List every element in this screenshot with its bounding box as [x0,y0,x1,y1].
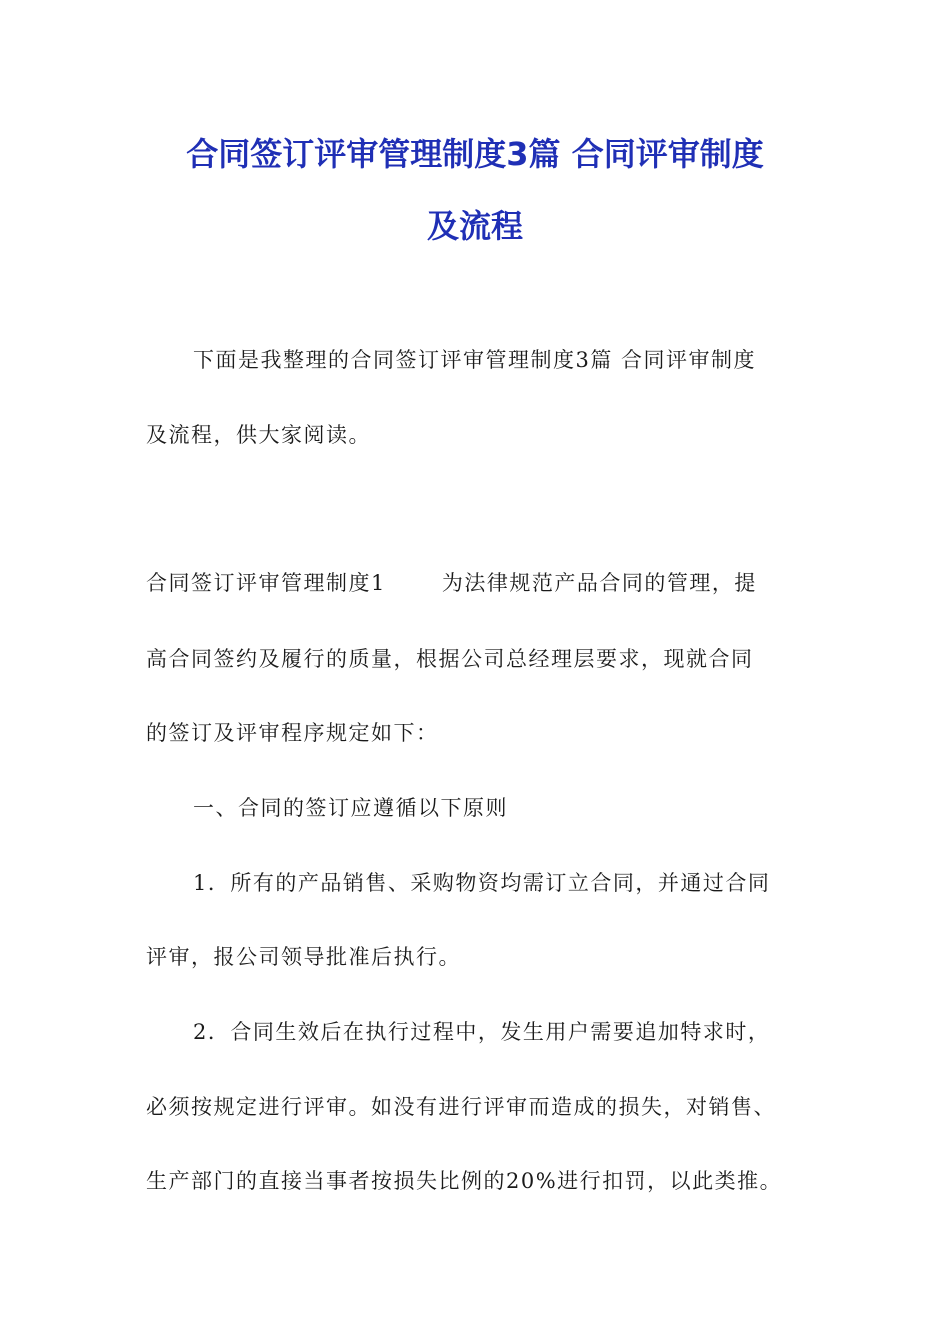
item-1-line-1: 1．所有的产品销售、采购物资均需订立合同，并通过合同 [193,871,771,895]
item-2-line-1: 2．合同生效后在执行过程中，发生用户需要追加特求时， [193,1020,771,1044]
item-1-line-2: 评审，报公司领导批准后执行。 [146,945,461,969]
section-1-line-1-text: 为法律规范产品合同的管理，提 [441,571,757,595]
section-1-line-3: 的签订及评审程序规定如下： [146,721,439,745]
intro-line-2: 及流程，供大家阅读。 [146,423,371,447]
section-1-heading: 合同签订评审管理制度1 [146,571,386,595]
principle-heading: 一、合同的签订应遵循以下原则 [193,796,508,820]
section-1-line-2: 高合同签约及履行的质量，根据公司总经理层要求，现就合同 [146,647,754,671]
document-title-line-2: 及流程 [426,207,523,245]
intro-line-1: 下面是我整理的合同签订评审管理制度3篇 合同评审制度 [193,348,757,372]
item-2-line-3: 生产部门的直接当事者按损失比例的20%进行扣罚，以此类推。 [146,1169,783,1193]
document-title-line-1: 合同签订评审管理制度3篇 合同评审制度 [186,135,764,173]
item-2-line-2: 必须按规定进行评审。如没有进行评审而造成的损失，对销售、 [146,1095,776,1119]
section-1-first-line [146,568,757,598]
